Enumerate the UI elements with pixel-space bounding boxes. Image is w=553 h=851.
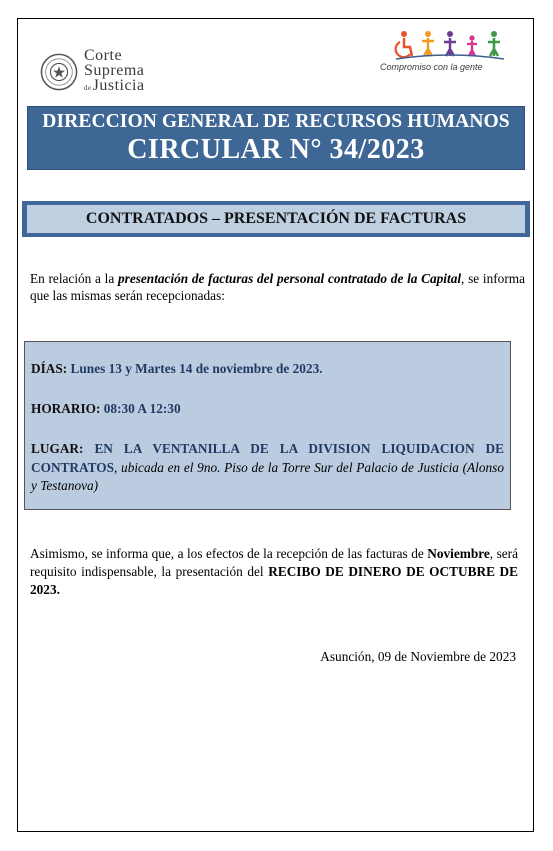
- circular-number: CIRCULAR N° 34/2023: [127, 134, 425, 165]
- notice-month: Noviembre: [427, 546, 490, 561]
- people-figures-icon: [394, 30, 506, 60]
- lugar-detail: , ubicada en el 9no. Piso de la Torre Sur del Palacio de Justicia (Alonso y Testanova): [31, 459, 504, 493]
- intro-pre: En relación a la: [30, 271, 118, 286]
- horario-label: HORARIO:: [31, 401, 101, 416]
- lugar-label: LUGAR:: [31, 441, 84, 456]
- notice-requirement: RECIBO DE DINERO DE OCTUBRE DE 2023.: [30, 564, 518, 597]
- date-line: Asunción, 09 de Noviembre de 2023: [320, 649, 516, 664]
- dias-value: Lunes 13 y Martes 14 de noviembre de 2023.: [70, 361, 323, 376]
- compromiso-logo: [380, 30, 510, 72]
- department-title: DIRECCION GENERAL DE RECURSOS HUMANOS: [42, 111, 510, 132]
- intro-post: , se informa que las mismas serán recepcionadas:: [30, 271, 525, 303]
- horario-row: [31, 400, 504, 418]
- lugar-row: [31, 440, 504, 496]
- logo-line-3: Justicia: [92, 77, 145, 94]
- paraguay-seal-icon: [40, 53, 78, 91]
- intro-paragraph: [30, 270, 525, 304]
- slogan: Compromiso con la gente: [380, 62, 483, 72]
- intro-emphasis: presentación de facturas del personal contratado de la Capital: [118, 271, 462, 286]
- horario-value: 08:30 A 12:30: [103, 401, 181, 416]
- corte-suprema-logo: [40, 48, 145, 96]
- logo-de: de: [84, 84, 92, 92]
- title-banner: [27, 106, 525, 170]
- details-box: [24, 341, 511, 510]
- lugar-value: EN LA VENTANILLA DE LA DIVISION LIQUIDACION DE CONTRATOS: [31, 441, 504, 475]
- subtitle-text: CONTRATADOS – PRESENTACIÓN DE FACTURAS: [27, 205, 525, 233]
- subtitle-banner: [22, 201, 530, 237]
- notice-mid: , será requisito indispensable, la presentación del: [30, 546, 518, 579]
- logo-line-2: Suprema: [84, 62, 145, 79]
- dias-label: DÍAS:: [31, 361, 68, 376]
- notice-paragraph: [30, 545, 518, 599]
- logo-line-1: Corte: [84, 47, 123, 64]
- dias-row: [31, 360, 504, 378]
- notice-pre: Asimismo, se informa que, a los efectos de la recepción de las facturas de: [30, 546, 428, 561]
